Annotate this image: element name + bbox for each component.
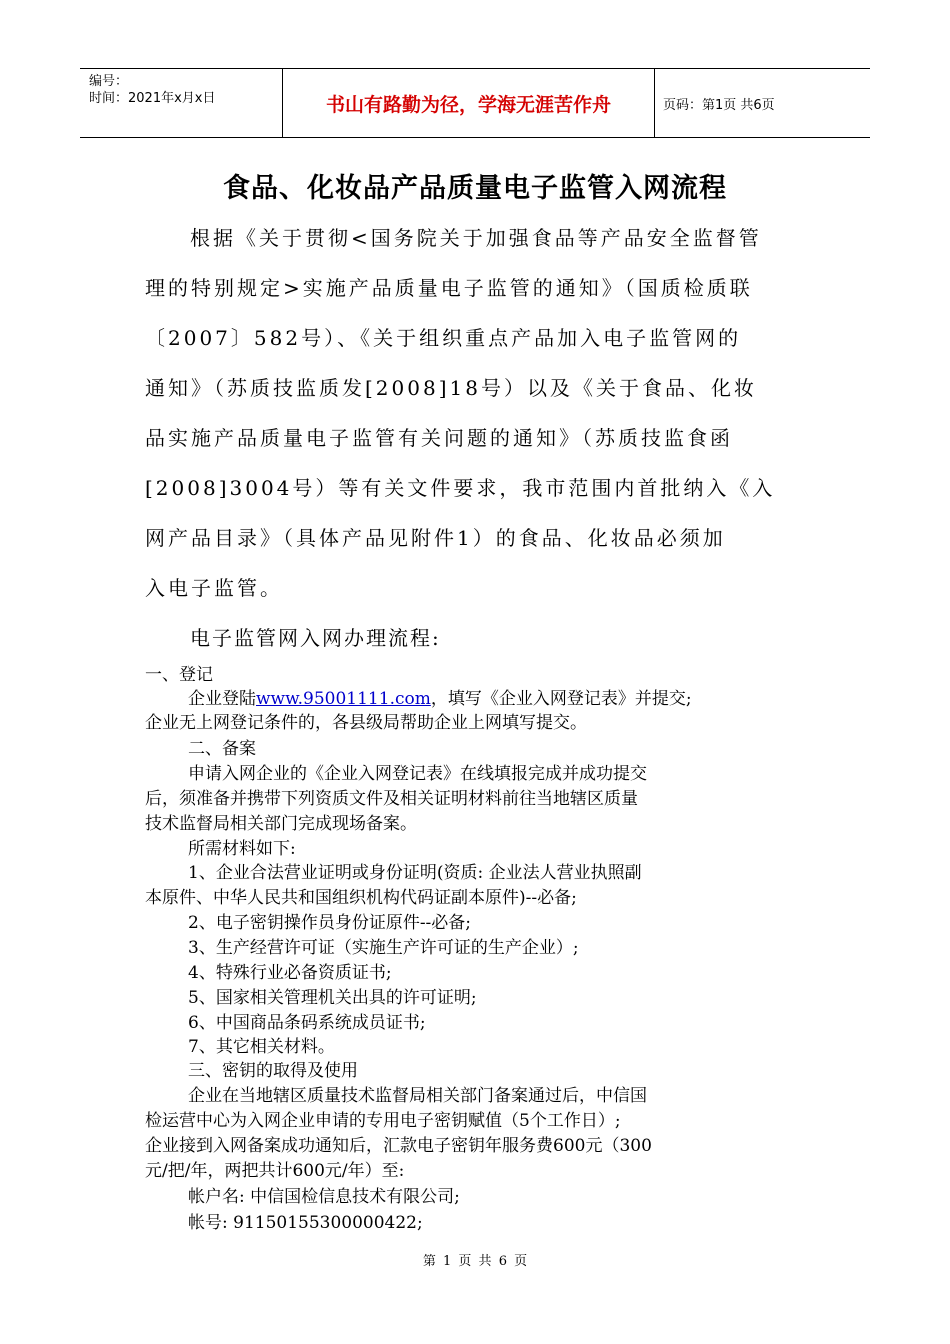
intro-line: 理的特别规定>实施产品质量电子监管的通知》（国质检质联	[145, 276, 753, 300]
materials-label: 所需材料如下:	[188, 839, 296, 859]
intro-line: 品实施产品质量电子监管有关问题的通知》（苏质技监食函	[145, 426, 733, 450]
date-label: 时间：2021年x月x日	[89, 91, 216, 106]
flow-heading: 电子监管网入网办理流程:	[190, 626, 441, 650]
header-motto: 书山有路勤为径，学海无涯苦作舟	[282, 69, 655, 137]
material-item: 5、国家相关管理机关出具的许可证明;	[188, 988, 477, 1008]
intro-line: 入电子监管。	[145, 576, 283, 600]
intro-line: 通知》（苏质技监质发[2008]18号）以及《关于食品、化妆	[145, 376, 757, 400]
account-name: 帐户名: 中信国检信息技术有限公司;	[188, 1187, 460, 1207]
step-3-title: 三、密钥的取得及使用	[188, 1061, 358, 1081]
document-title: 食品、化妆品产品质量电子监管入网流程	[223, 173, 727, 204]
material-item: 4、特殊行业必备资质证书;	[188, 963, 392, 983]
number-label: 编号：	[89, 74, 129, 89]
step-1-line	[188, 684, 692, 709]
step-2-line: 后，须准备并携带下列资质文件及相关证明材料前往当地辖区质量	[145, 789, 638, 809]
intro-line: 〔2007〕582号）、《关于组织重点产品加入电子监管网的	[145, 326, 742, 350]
intro-line: 根据《关于贯彻<国务院关于加强食品等产品安全监督管	[190, 226, 762, 250]
step-1-line2: 企业无上网登记条件的，各县级局帮助企业上网填写提交。	[145, 713, 587, 733]
material-item: 2、电子密钥操作员身份证原件--必备;	[188, 913, 472, 933]
step-1-title: 一、登记	[145, 665, 213, 685]
material-item: 6、中国商品条码系统成员证书;	[188, 1013, 426, 1033]
step-2-line: 技术监督局相关部门完成现场备案。	[145, 814, 417, 834]
step-3-line: 检运营中心为入网企业申请的专用电子密钥赋值（5个工作日）;	[145, 1111, 621, 1131]
intro-line: 网产品目录》（具体产品见附件1）的食品、化妆品必须加	[145, 526, 726, 550]
step-3-line: 企业接到入网备案成功通知后，汇款电子密钥年服务费600元（300	[145, 1136, 652, 1156]
material-item: 本原件、中华人民共和国组织机构代码证副本原件)--必备;	[145, 888, 577, 908]
material-item: 1、企业合法营业证明或身份证明(资质: 企业法人营业执照副	[188, 863, 642, 883]
page-footer: 第 1 页 共 6 页	[422, 1254, 528, 1269]
header-page-code: 页码：第1页 共6页	[663, 97, 775, 113]
intro-line: [2008]3004号）等有关文件要求，我市范围内首批纳入《入	[145, 476, 776, 500]
step-1-post: ，填写《企业入网登记表》并提交;	[430, 689, 692, 709]
material-item: 7、其它相关材料。	[188, 1037, 335, 1057]
account-number: 帐号: 91150155300000422;	[188, 1213, 423, 1233]
registration-link[interactable]: www.95001111.com	[256, 689, 431, 709]
step-1-pre: 企业登陆	[188, 689, 256, 709]
step-3-line: 企业在当地辖区质量技术监督局相关部门备案通过后，中信国	[188, 1086, 647, 1106]
step-3-line: 元/把/年，两把共计600元/年）至:	[145, 1161, 405, 1181]
page-header	[80, 68, 870, 138]
header-left	[80, 69, 282, 137]
step-2-line: 申请入网企业的《企业入网登记表》在线填报完成并成功提交	[188, 764, 647, 784]
step-2-title: 二、备案	[188, 739, 256, 759]
material-item: 3、生产经营许可证（实施生产许可证的生产企业）;	[188, 938, 579, 958]
